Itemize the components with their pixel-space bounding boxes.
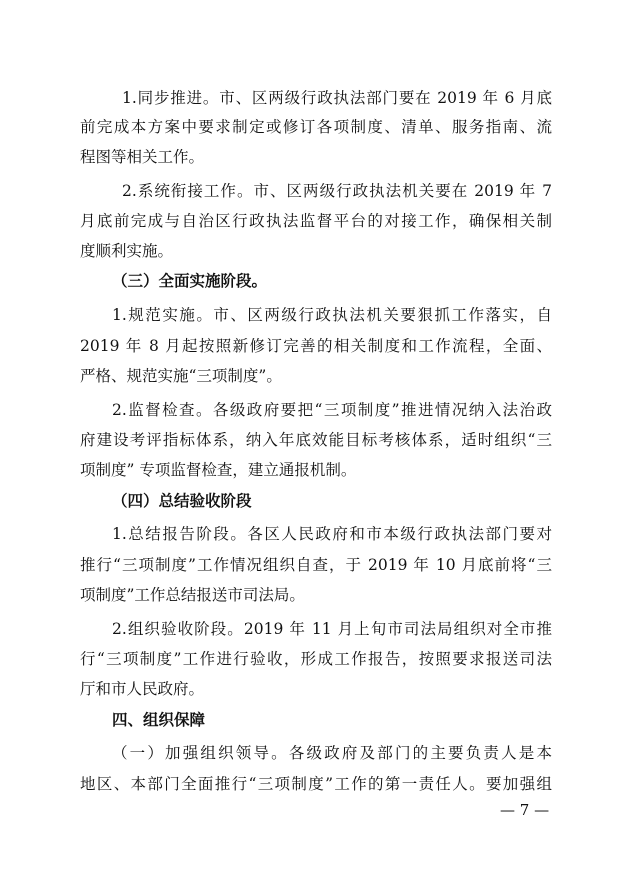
section-3-heading: （三）全面实施阶段。 bbox=[112, 272, 268, 290]
paragraph-4-line-2: 府建设考评指标体系，纳入年底效能目标考核体系，适时组织“三 bbox=[80, 431, 552, 449]
paragraph-6-line-1: 2.组织验收阶段。2019 年 11 月上旬市司法局组织对全市推 bbox=[112, 620, 552, 638]
paragraph-5-line-2: 推行“三项制度”工作情况组织自查，于 2019 年 10 月底前将“三 bbox=[80, 556, 552, 574]
paragraph-7-line-2: 地区、本部门全面推行“三项制度”工作的第一责任人。要加强组 bbox=[80, 775, 552, 793]
paragraph-4-line-3: 项制度” 专项监督检查，建立通报机制。 bbox=[80, 461, 357, 479]
paragraph-1-line-1: 1.同步推进。市、区两级行政执法部门要在 2019 年 6 月底 bbox=[122, 89, 552, 107]
paragraph-5-line-1: 1.总结报告阶段。各区人民政府和市本级行政执法部门要对 bbox=[112, 525, 552, 543]
paragraph-1-line-2: 前完成本方案中要求制定或修订各项制度、清单、服务指南、流 bbox=[80, 118, 552, 136]
paragraph-6-line-2: 行“三项制度”工作进行验收，形成工作报告，按照要求报送司法 bbox=[80, 650, 552, 668]
paragraph-3-line-3: 严格、规范实施“三项制度”。 bbox=[80, 367, 282, 385]
chapter-4-heading: 四、组织保障 bbox=[112, 711, 206, 729]
paragraph-6-line-3: 厅和市人民政府。 bbox=[80, 680, 205, 698]
paragraph-3-line-1: 1.规范实施。市、区两级行政执法机关要狠抓工作落实，自 bbox=[112, 306, 552, 324]
paragraph-3-line-2: 2019 年 8 月起按照新修订完善的相关制度和工作流程，全面、 bbox=[80, 337, 552, 355]
section-4-heading: （四）总结验收阶段 bbox=[112, 492, 252, 510]
paragraph-1-line-3: 程图等相关工作。 bbox=[80, 148, 205, 166]
paragraph-2-line-2: 月底前完成与自治区行政执法监督平台的对接工作，确保相关制 bbox=[80, 212, 552, 230]
paragraph-5-line-3: 项制度”工作总结报送市司法局。 bbox=[80, 586, 305, 604]
paragraph-7-line-1: （一）加强组织领导。各级政府及部门的主要负责人是本 bbox=[112, 744, 552, 762]
paragraph-4-line-1: 2.监督检查。各级政府要把“三项制度”推进情况纳入法治政 bbox=[112, 401, 552, 419]
paragraph-2-line-3: 度顺利实施。 bbox=[80, 242, 174, 260]
paragraph-2-line-1: 2.系统衔接工作。市、区两级行政执法机关要在 2019 年 7 bbox=[122, 182, 552, 200]
page-number: — 7 — bbox=[500, 801, 550, 819]
